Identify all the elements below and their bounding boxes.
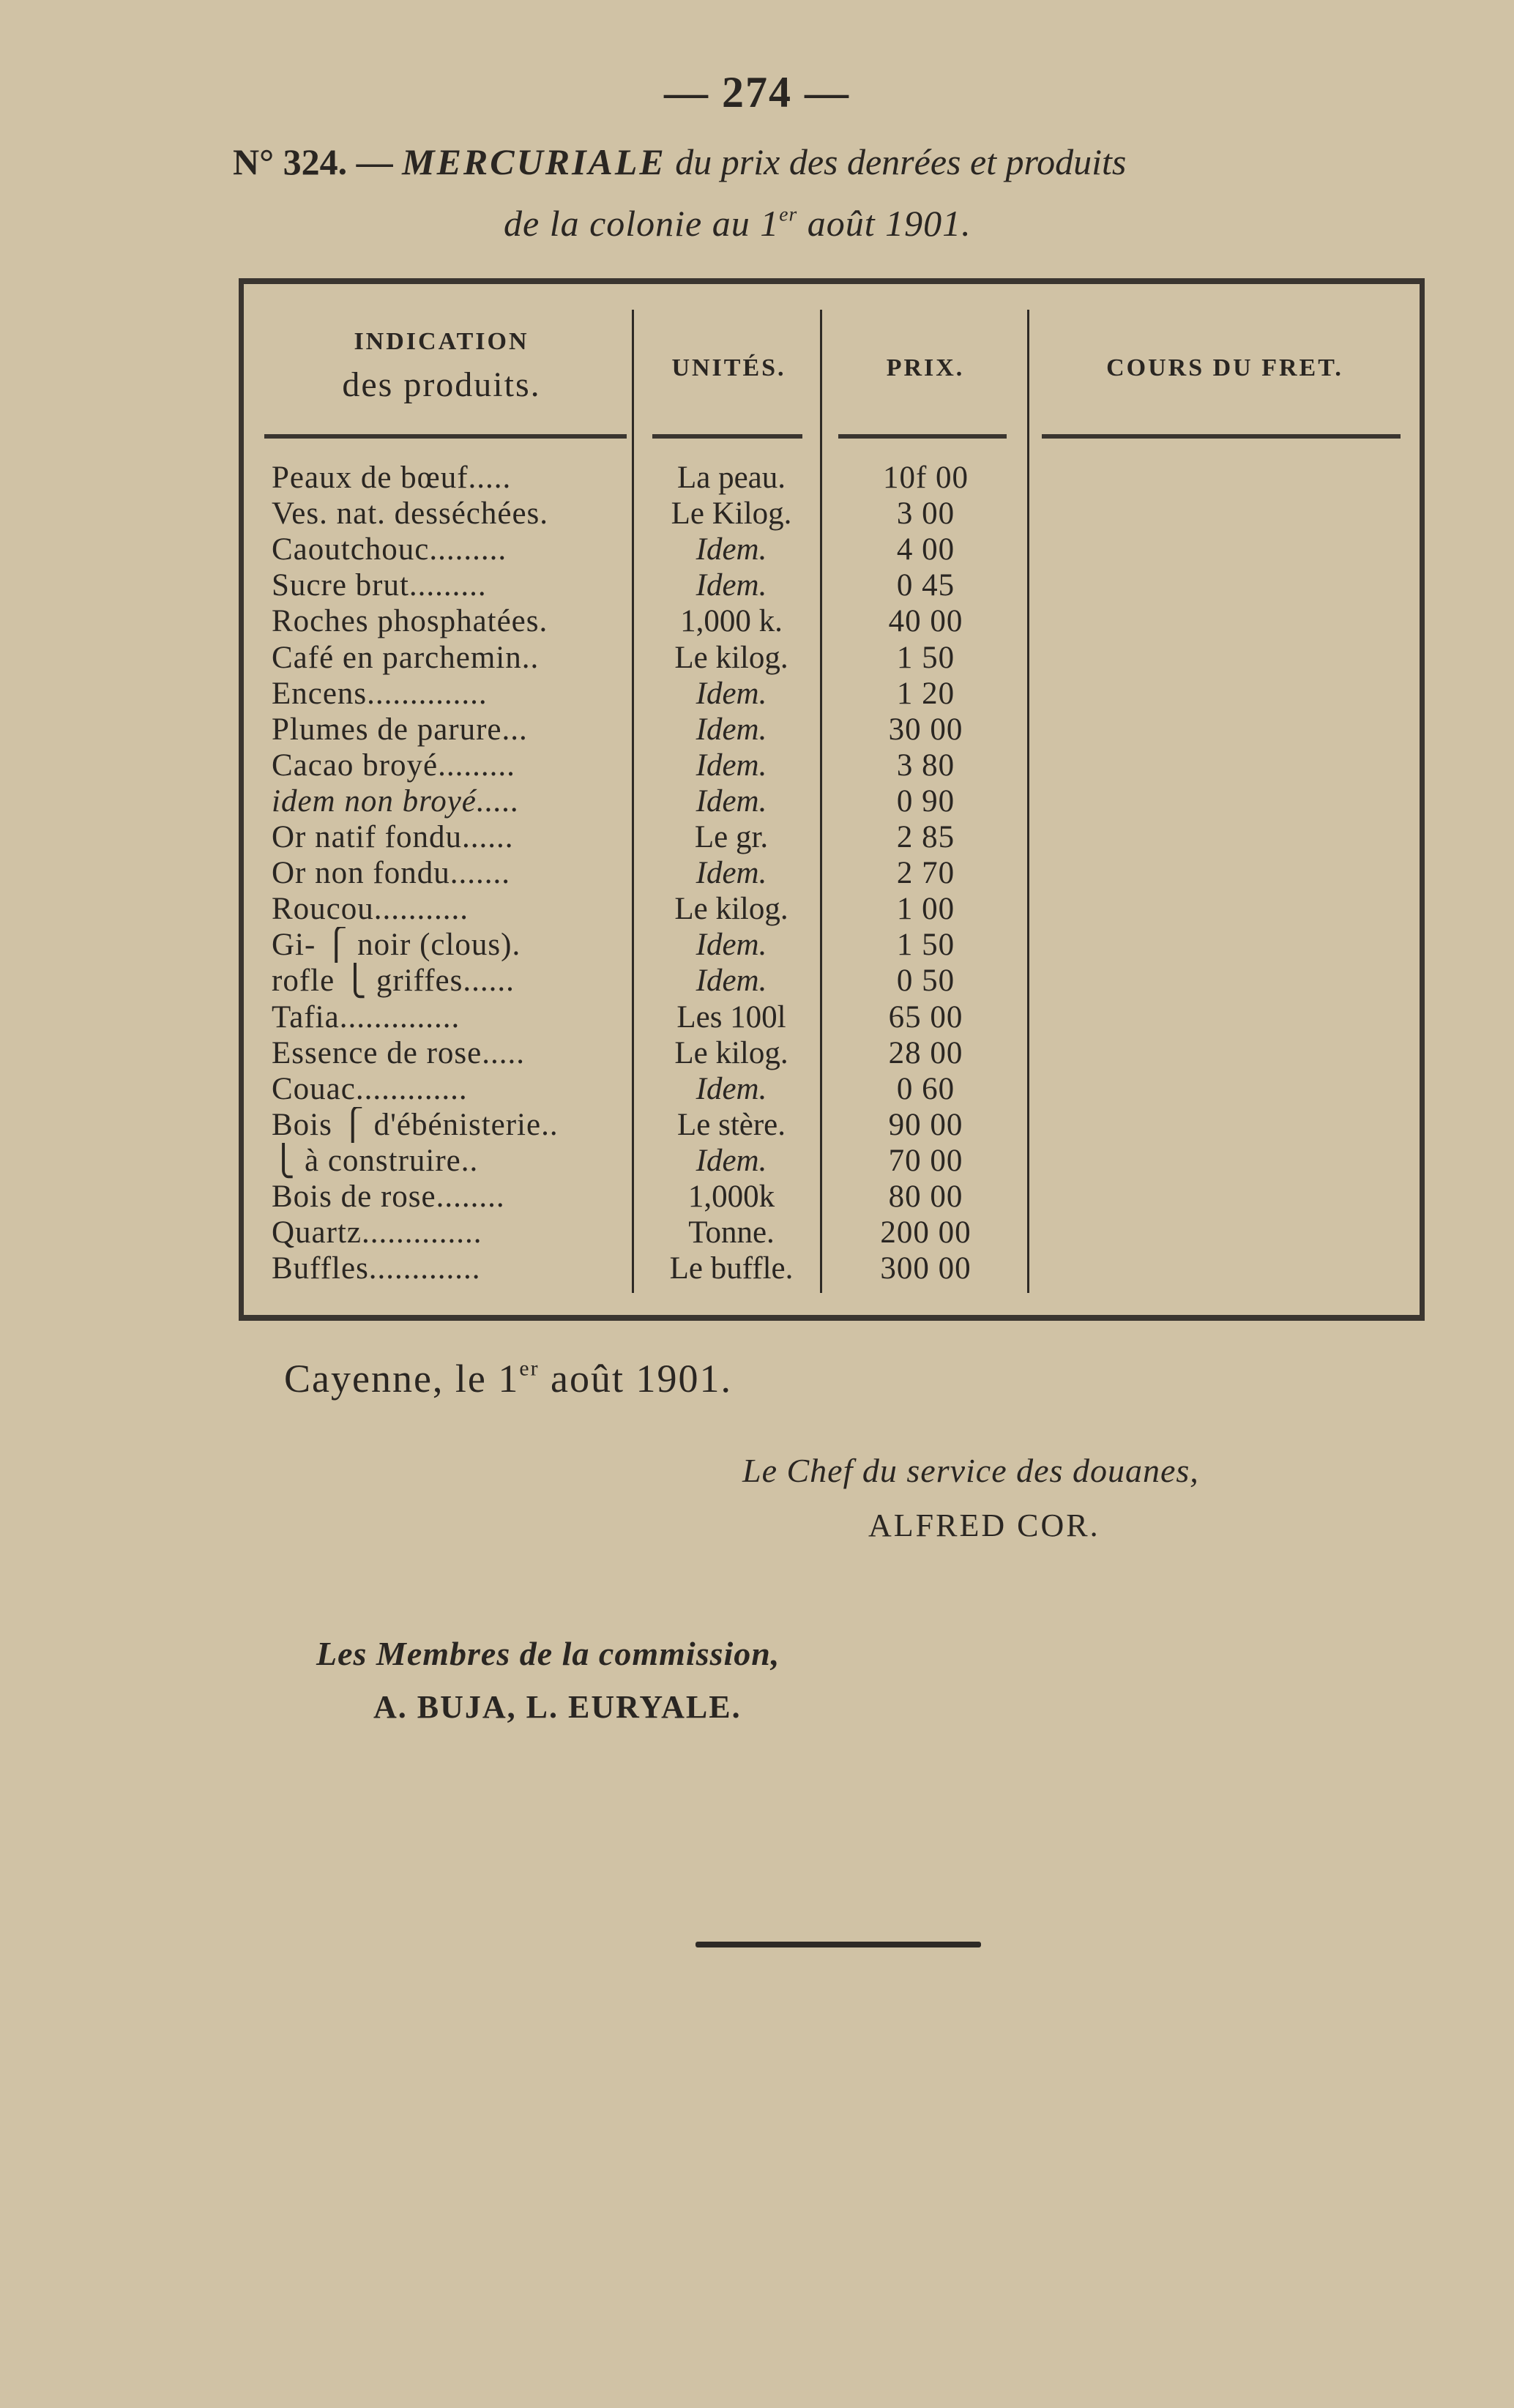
header-units: UNITÉS. <box>671 354 786 381</box>
price-cell: 40 00 <box>888 604 963 639</box>
price-cell: 90 00 <box>888 1107 963 1142</box>
table-row <box>244 460 1420 496</box>
unit-cell: Idem. <box>696 568 767 603</box>
place-date-post: août 1901. <box>539 1357 732 1401</box>
unit-cell: La peau. <box>676 461 786 495</box>
table-row <box>244 748 1420 783</box>
price-cell: 28 00 <box>888 1035 963 1070</box>
price-cell: 4 00 <box>896 532 955 567</box>
table-row <box>244 1107 1420 1143</box>
unit-cell: Le kilog. <box>674 640 788 675</box>
product-cell: Caoutchouc......... <box>272 532 507 567</box>
unit-cell: Idem. <box>696 1071 767 1106</box>
price-cell: 3 00 <box>896 496 955 532</box>
unit-cell: Le kilog. <box>674 1035 788 1070</box>
price-cell: 70 00 <box>888 1143 963 1178</box>
header-rule <box>264 434 627 439</box>
header-rule <box>838 434 1007 439</box>
table-row <box>244 1143 1420 1179</box>
price-cell: 200 00 <box>880 1215 972 1250</box>
product-cell: Peaux de bœuf..... <box>272 461 512 495</box>
price-cell: 80 00 <box>888 1179 963 1214</box>
title-heading: MERCURIALE <box>402 141 666 182</box>
table-row <box>244 1215 1420 1250</box>
unit-cell: 1,000 k. <box>680 604 783 639</box>
table-row <box>244 532 1420 567</box>
place-date <box>284 1356 732 1401</box>
unit-cell: Idem. <box>696 928 767 963</box>
product-cell: ⎩ à construire.. <box>272 1143 479 1178</box>
product-cell: Quartz.............. <box>272 1215 482 1250</box>
table-row <box>244 676 1420 712</box>
table-row <box>244 1071 1420 1107</box>
commission-title: Les Membres de la commission, <box>316 1635 780 1672</box>
product-cell: Roucou........... <box>272 892 469 927</box>
product-cell: idem non broyé..... <box>272 783 520 819</box>
product-cell: Ves. nat. desséchées. <box>272 496 549 532</box>
subtitle-sup: er <box>779 202 798 225</box>
unit-cell: Les 100l <box>676 999 786 1035</box>
unit-cell: Idem. <box>696 1143 767 1178</box>
table-row <box>244 496 1420 532</box>
unit-cell: Idem. <box>696 748 767 783</box>
price-cell: 300 00 <box>880 1251 972 1286</box>
unit-cell: Tonne. <box>688 1215 775 1250</box>
table-row <box>244 1179 1420 1215</box>
table-row <box>244 783 1420 819</box>
unit-cell: Idem. <box>696 783 767 819</box>
price-cell: 10f 00 <box>882 461 969 495</box>
table-row <box>244 927 1420 963</box>
unit-cell: Le buffle. <box>669 1251 794 1286</box>
price-cell: 2 70 <box>896 856 955 891</box>
product-cell: Or natif fondu...... <box>272 820 514 854</box>
product-cell: Plumes de parure... <box>272 712 528 747</box>
product-cell: Couac............. <box>272 1071 468 1106</box>
table-row <box>244 963 1420 999</box>
price-cell: 1 50 <box>896 640 955 675</box>
table-row <box>244 603 1420 639</box>
table-row <box>244 855 1420 891</box>
product-cell: Or non fondu....... <box>272 856 510 891</box>
product-cell: Gi- ⎧ noir (clous). <box>272 928 521 963</box>
unit-cell: Idem. <box>696 856 767 891</box>
unit-cell: Le gr. <box>694 820 769 854</box>
header-rule <box>1042 434 1401 439</box>
unit-cell: Le Kilog. <box>671 496 792 532</box>
header-rule <box>652 434 802 439</box>
table-row <box>244 1035 1420 1071</box>
table-row <box>244 640 1420 676</box>
price-table <box>239 278 1425 1321</box>
document-subtitle <box>504 202 972 245</box>
title-rest: du prix des denrées et produits <box>675 141 1127 182</box>
subtitle-pre: de la colonie au 1 <box>504 203 780 244</box>
price-cell: 1 20 <box>896 676 955 711</box>
unit-cell: Le stère. <box>676 1107 786 1142</box>
price-cell: 30 00 <box>888 712 963 747</box>
price-cell: 0 45 <box>896 568 955 603</box>
table-row <box>244 999 1420 1035</box>
header-product-line1: INDICATION <box>354 328 529 355</box>
product-cell: Bois ⎧ d'ébénisterie.. <box>272 1107 559 1142</box>
place-date-pre: Cayenne, le 1 <box>284 1357 520 1401</box>
end-rule <box>696 1942 981 1947</box>
table-row <box>244 819 1420 855</box>
commission-names: A. BUJA, L. EURYALE. <box>373 1689 742 1725</box>
title-number: N° 324. <box>233 141 348 182</box>
price-cell: 65 00 <box>888 999 963 1035</box>
unit-cell: Idem. <box>696 712 767 747</box>
product-cell: Essence de rose..... <box>272 1035 525 1070</box>
price-cell: 0 50 <box>896 963 955 999</box>
product-cell: Encens.............. <box>272 676 488 711</box>
table-row <box>244 567 1420 603</box>
chief-title: Le Chef du service des douanes, <box>742 1452 1199 1489</box>
product-cell: rofle ⎩ griffes...... <box>272 963 515 999</box>
product-cell: Café en parchemin.. <box>272 640 540 675</box>
price-cell: 1 00 <box>896 892 955 927</box>
unit-cell: Le kilog. <box>674 892 788 927</box>
table-row <box>244 1250 1420 1286</box>
product-cell: Tafia.............. <box>272 999 460 1035</box>
place-date-sup: er <box>519 1357 540 1381</box>
price-cell: 1 50 <box>896 928 955 963</box>
table-row <box>244 891 1420 927</box>
chief-name: ALFRED COR. <box>868 1507 1100 1543</box>
document-title <box>233 141 1126 183</box>
header-freight: COURS DU FRET. <box>1106 354 1343 381</box>
price-cell: 0 90 <box>896 783 955 819</box>
unit-cell: Idem. <box>696 532 767 567</box>
price-cell: 3 80 <box>896 748 955 783</box>
product-cell: Bois de rose........ <box>272 1179 505 1214</box>
product-cell: Roches phosphatées. <box>272 604 548 639</box>
product-cell: Buffles............. <box>272 1251 481 1286</box>
product-cell: Sucre brut......... <box>272 568 487 603</box>
header-product-line2: des produits. <box>342 365 541 404</box>
table-row <box>244 712 1420 748</box>
unit-cell: 1,000k <box>687 1179 775 1214</box>
price-cell: 2 85 <box>896 820 955 854</box>
price-cell: 0 60 <box>896 1071 955 1106</box>
unit-cell: Idem. <box>696 676 767 711</box>
unit-cell: Idem. <box>696 963 767 999</box>
title-dash: — <box>356 141 393 182</box>
header-price: PRIX. <box>886 354 965 381</box>
product-cell: Cacao broyé......... <box>272 748 515 783</box>
subtitle-post: août 1901. <box>797 203 972 244</box>
page-number: — 274 — <box>664 68 850 116</box>
